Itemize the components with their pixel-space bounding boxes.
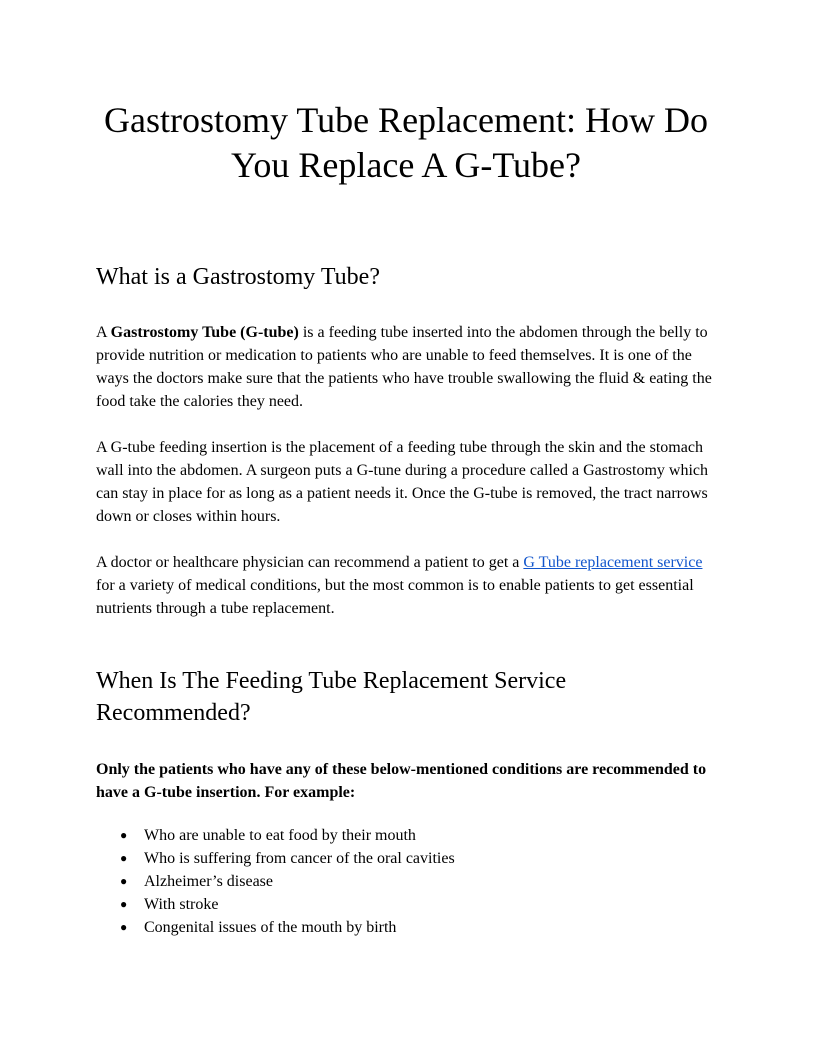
list-item xyxy=(96,870,716,893)
list-item-text: Alzheimer’s disease xyxy=(144,873,273,890)
paragraph-recommendation-pre: A doctor or healthcare physician can recommend a patient to get a xyxy=(96,554,524,571)
list-item xyxy=(96,847,716,870)
list-item xyxy=(96,916,716,939)
paragraph-recommendation-post: for a variety of medical conditions, but the most common is to enable patients to get essential nutrients through a tube replacement. xyxy=(96,577,694,617)
list-item-text: Who is suffering from cancer of the oral cavities xyxy=(144,850,455,867)
list-item-text: With stroke xyxy=(144,896,219,913)
conditions-list xyxy=(96,824,716,939)
list-item-text: Congenital issues of the mouth by birth xyxy=(144,919,397,936)
list-item xyxy=(96,824,716,847)
section-heading-when-recommended: When Is The Feeding Tube Replacement Service Recommended? xyxy=(96,668,567,726)
bullet-icon: ● xyxy=(120,920,128,934)
paragraph-insertion: A G-tube feeding insertion is the placement of a feeding tube through the skin and the stomach wall into the abdomen. A surgeon puts a G-tune during a procedure called a Gastrostomy which can stay in place for as long as a patient needs it. Once the G-tube is removed, the tract narrows down or closes within hours. xyxy=(96,439,708,525)
list-item xyxy=(96,893,716,916)
bullet-icon: ● xyxy=(120,874,128,888)
g-tube-replacement-service-link[interactable]: G Tube replacement service xyxy=(523,554,703,571)
paragraph-definition-post: is a feeding tube inserted into the abdomen through the belly to provide nutrition or medication to patients who are unable to feed themselves. It is one of the ways the doctors make sure that the patients who have trouble swallowing the fluid & eating the food take the calories they need. xyxy=(96,324,712,410)
list-item-text: Who are unable to eat food by their mouth xyxy=(144,827,416,844)
bullet-icon: ● xyxy=(120,828,128,842)
paragraph-definition-pre: A xyxy=(96,324,111,341)
paragraph-definition-bold-term: Gastrostomy Tube (G-tube) xyxy=(110,324,299,341)
page-title: Gastrostomy Tube Replacement: How Do You Replace A G-Tube? xyxy=(104,100,708,185)
bullet-icon: ● xyxy=(120,851,128,865)
paragraph-conditions-intro: Only the patients who have any of these below-mentioned conditions are recommended to have a G-tube insertion. For example: xyxy=(96,761,707,801)
section-heading-what-is: What is a Gastrostomy Tube? xyxy=(96,264,380,290)
paragraph-recommendation xyxy=(96,551,716,620)
paragraph-definition xyxy=(96,321,716,413)
bullet-icon: ● xyxy=(120,897,128,911)
